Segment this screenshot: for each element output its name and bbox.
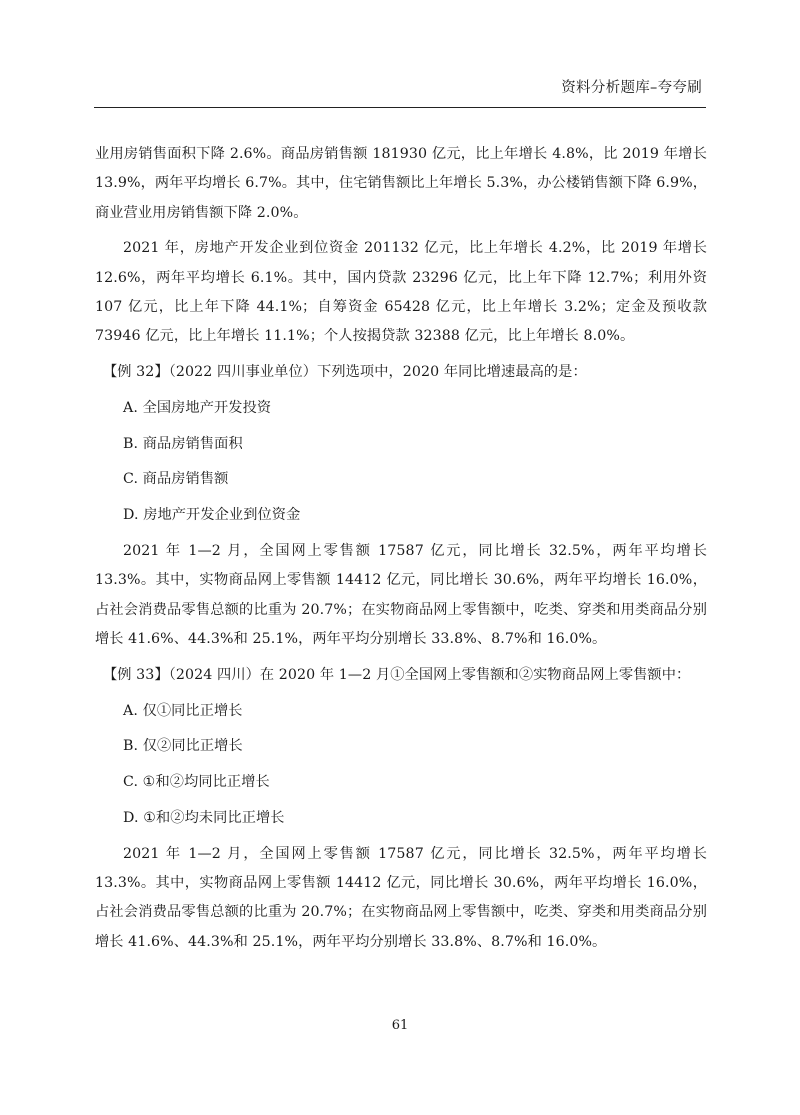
option-d: D. 房地产开发企业到位资金 [123, 507, 301, 524]
body-paragraph: 2021 年，房地产开发企业到位资金 201132 亿元，比上年增长 4.2%，比 2019 年增长 12.6%，两年平均增长 6.1%。其中，国内贷款 23296 亿元，比上年下降 12.7%；利用外资 107 亿元，比上年下降 44.1%；自筹资金 65428 亿元，比上年增长 3.2%；定金及预收款 73946 亿元，比上年增长 11.1%；个人按揭贷款 32388 亿元，比上年增长 8.0%。 [95, 240, 707, 345]
option-c: C. ①和②均同比正增长 [123, 774, 270, 791]
example-question: 【例 33】（2024 四川）在 2020 年 1—2 月①全国网上零售额和②实物商品网上零售额中： [103, 666, 691, 683]
continuation-paragraph: 业用房销售面积下降 2.6%。商品房销售额 181930 亿元，比上年增长 4.8%，比 2019 年增长 13.9%，两年平均增长 6.7%。其中，住宅销售额比上年增长 5.3%，办公楼销售额下降 6.9%，商业营业用房销售额下降 2.0%。 [95, 146, 707, 221]
page-body [95, 140, 707, 957]
body-paragraph: 2021 年 1—2 月，全国网上零售额 17587 亿元，同比增长 32.5%，两年平均增长 13.3%。其中，实物商品网上零售额 14412 亿元，同比增长 30.6%，两年平均增长 16.0%，占社会消费品零售总额的比重为 20.7%；在实物商品网上零售额中，吃类、穿类和用类商品分别增长 41.6%、44.3%和 25.1%，两年平均分别增长 33.8%、8.7%和 16.0%。 [95, 845, 707, 950]
option-b: B. 商品房销售面积 [123, 435, 243, 452]
option-a: A. 全国房地产开发投资 [123, 399, 272, 416]
option-c: C. 商品房销售额 [123, 471, 229, 488]
page-number: 61 [391, 1018, 409, 1033]
example-question: 【例 32】（2022 四川事业单位）下列选项中，2020 年同比增速最高的是： [103, 364, 587, 381]
option-b: B. 仅②同比正增长 [123, 738, 243, 755]
option-a: A. 仅①同比正增长 [123, 702, 243, 719]
body-paragraph: 2021 年 1—2 月，全国网上零售额 17587 亿元，同比增长 32.5%，两年平均增长 13.3%。其中，实物商品网上零售额 14412 亿元，同比增长 30.6%，两年平均增长 16.0%，占社会消费品零售总额的比重为 20.7%；在实物商品网上零售额中，吃类、穿类和用类商品分别增长 41.6%、44.3%和 25.1%，两年平均分别增长 33.8%、8.7%和 16.0%。 [95, 543, 707, 647]
header-rule [94, 107, 706, 108]
option-d: D. ①和②均未同比正增长 [123, 809, 285, 826]
running-header: 资料分析题库–夸夸刷 [561, 80, 702, 96]
